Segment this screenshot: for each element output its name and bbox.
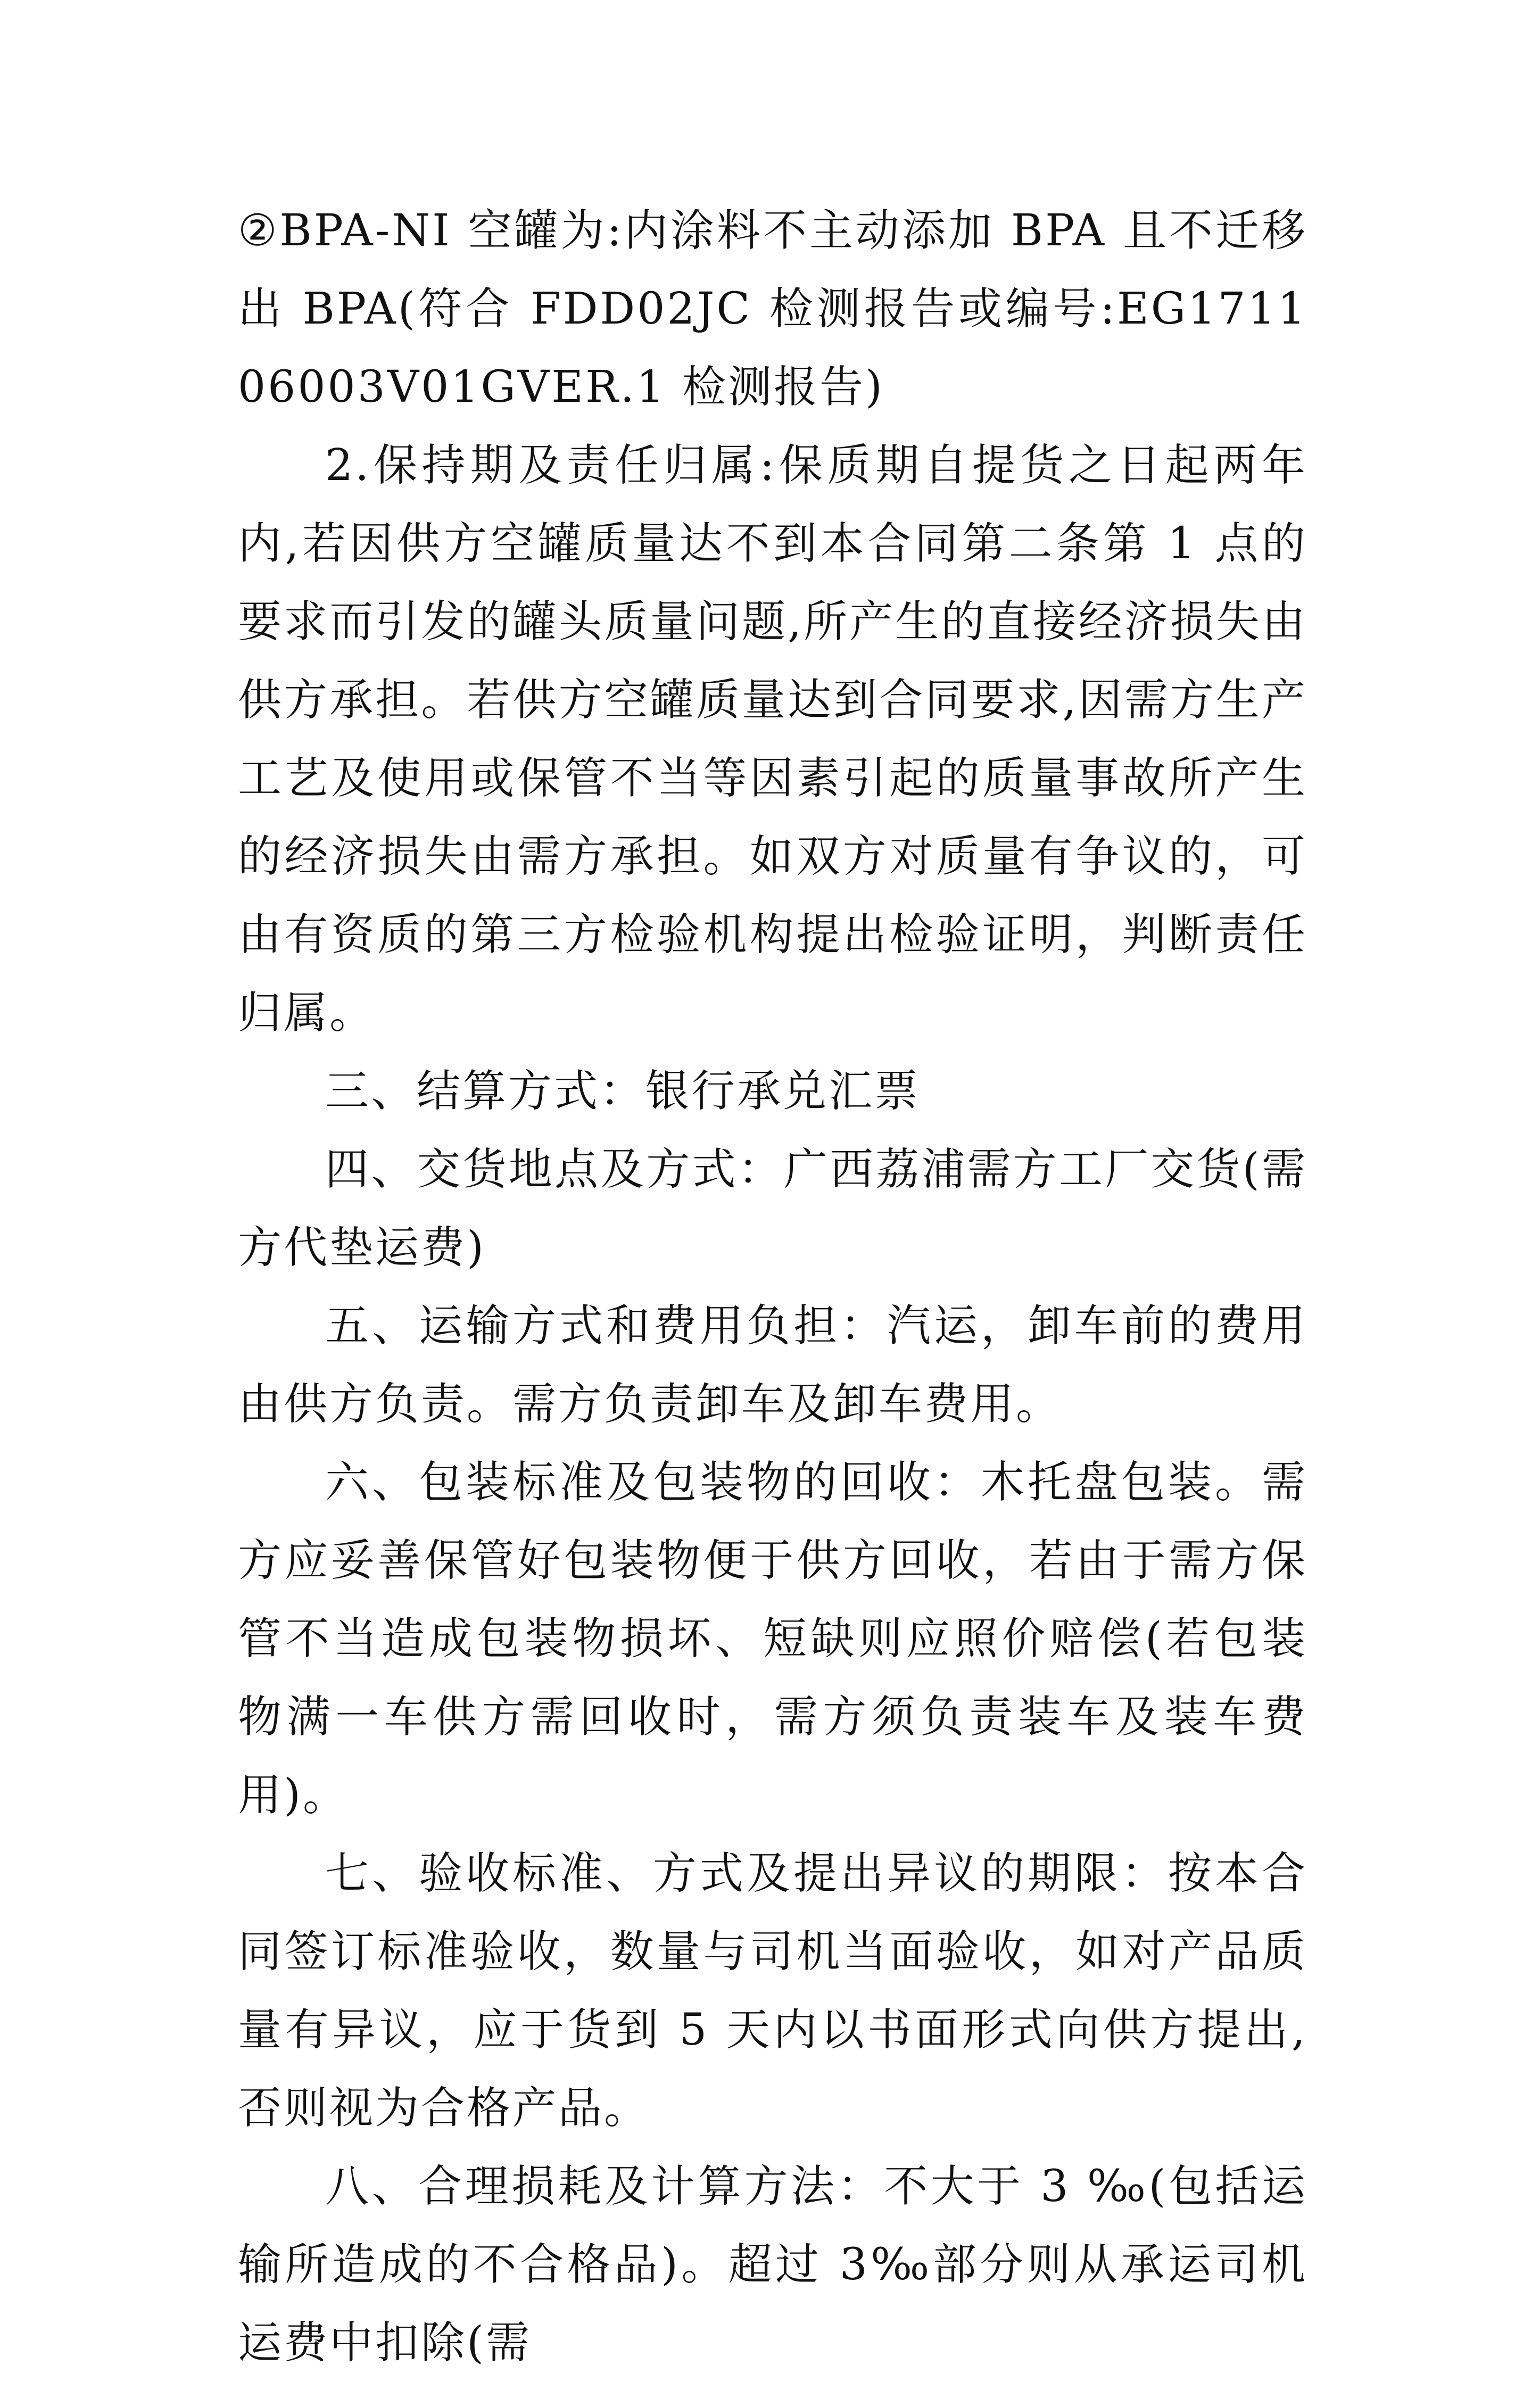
paragraph-delivery-location: 四、交货地点及方式：广西荔浦需方工厂交货(需方代垫运费) [238, 1144, 1307, 1273]
paragraph-bpa-ni-definition: ②BPA-NI 空罐为:内涂料不主动添加 BPA 且不迁移出 BPA(符合 FDD02JC 检测报告或编号:EG171106003V01GVER.1 检测报告) [238, 205, 1307, 412]
paragraph-transport-costs: 五、运输方式和费用负担：汽运，卸车前的费用由供方负责。需方负责卸车及卸车费用。 [238, 1301, 1307, 1429]
document-body [238, 192, 1307, 2382]
paragraph-warranty-liability: 2.保持期及责任归属:保质期自提货之日起两年内,若因供方空罐质量达不到本合同第二条第 1 点的要求而引发的罐头质量问题,所产生的直接经济损失由供方承担。若供方空罐质量达到合同要求,因需方生产工艺及使用或保管不当等因素引起的质量事故所产生的经济损失由需方承担。如双方对质量有争议的，可由有资质的第三方检验机构提出检验证明，判断责任归属。 [238, 440, 1307, 1038]
paragraph-packaging-recovery: 六、包装标准及包装物的回收：木托盘包装。需方应妥善保管好包装物便于供方回收，若由于需方保管不当造成包装物损坏、短缺则应照价赔偿(若包装物满一车供方需回收时，需方须负责装车及装车费用)。 [238, 1457, 1307, 1821]
paragraph-acceptance-standards: 七、验收标准、方式及提出异议的期限：按本合同签订标准验收，数量与司机当面验收，如对产品质量有异议，应于货到 5 天内以书面形式向供方提出,否则视为合格产品。 [238, 1848, 1307, 2133]
paragraph-reasonable-loss: 八、合理损耗及计算方法：不大于 3 ‰(包括运输所造成的不合格品)。超过 3‰部分则从承运司机运费中扣除(需 [238, 2161, 1307, 2368]
paragraph-settlement-method: 三、结算方式：银行承兑汇票 [325, 1066, 921, 1116]
